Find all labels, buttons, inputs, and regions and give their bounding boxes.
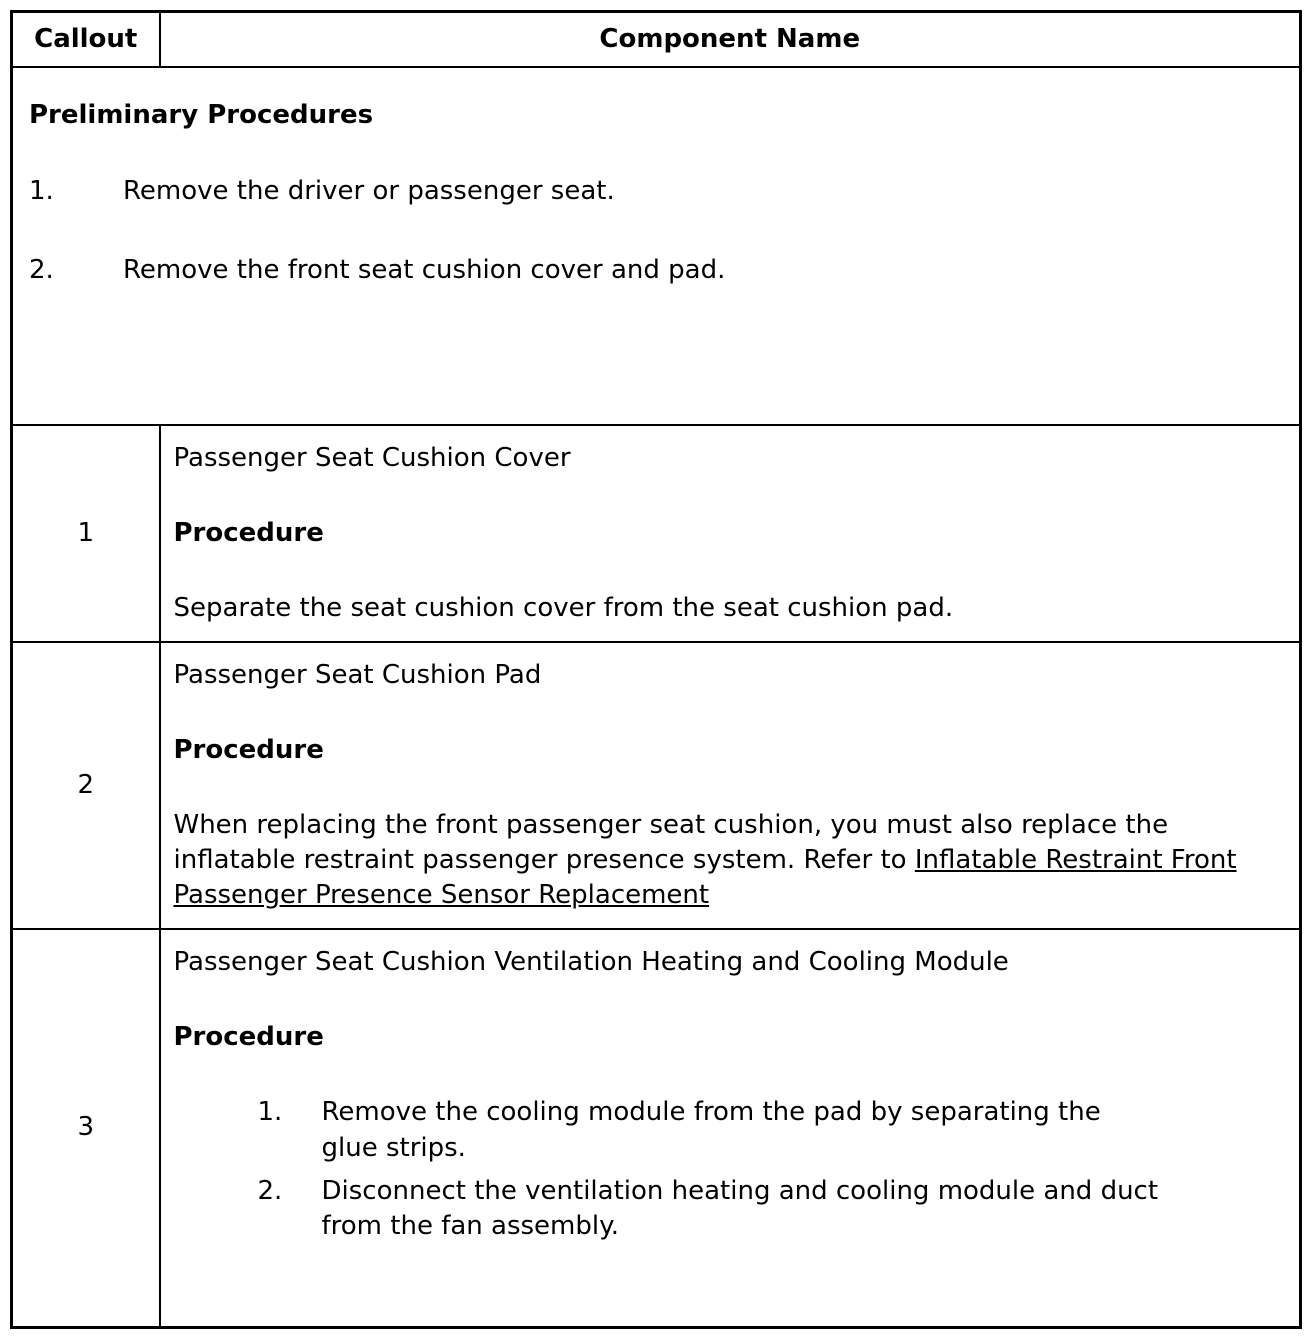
- step-text: Remove the cooling module from the pad by separating the glue strips.: [321, 1097, 1101, 1163]
- step-text: Remove the driver or passenger seat.: [123, 175, 615, 206]
- preliminary-step-1: [29, 174, 1277, 209]
- callout-column-header: Callout: [12, 12, 160, 67]
- callout-number-cell: 1: [12, 425, 160, 642]
- procedure-body: [174, 808, 1266, 913]
- step-number: 2.: [257, 1175, 283, 1206]
- component-title: Passenger Seat Cushion Ventilation Heating and Cooling Module: [173, 947, 1009, 978]
- procedure-step-2: [258, 1174, 1278, 1244]
- procedure-steps-list: [258, 1095, 1278, 1243]
- procedure-heading: Procedure: [173, 517, 324, 548]
- component-row-2: [12, 642, 1301, 929]
- component-cell: [160, 929, 1301, 1327]
- component-cell: [160, 642, 1301, 929]
- procedure-step-1: [258, 1095, 1278, 1165]
- callout-number-cell: 3: [12, 929, 160, 1327]
- component-callout-table: [10, 10, 1302, 1329]
- step-number: 1.: [29, 175, 54, 206]
- component-row-3: [12, 929, 1301, 1327]
- presence-sensor-replacement-link[interactable]: Inflatable Restraint Front Passenger Presence Sensor Replacement: [173, 845, 1237, 911]
- step-number: 1.: [257, 1097, 283, 1128]
- step-text: Disconnect the ventilation heating and cooling module and duct from the fan assembly.: [321, 1175, 1159, 1241]
- table-header-row: [12, 12, 1301, 67]
- preliminary-procedures-row: [12, 67, 1301, 425]
- procedure-body: Separate the seat cushion cover from the seat cushion pad.: [173, 592, 954, 623]
- procedure-body-text: When replacing the front passenger seat cushion, you must also replace the inflatable restraint passenger presence system. Refer to: [173, 809, 1169, 876]
- preliminary-procedures-heading: Preliminary Procedures: [29, 99, 374, 130]
- component-title: Passenger Seat Cushion Cover: [173, 442, 571, 473]
- component-row-1: [12, 425, 1301, 642]
- preliminary-step-2: [29, 253, 1277, 288]
- component-name-column-header: Component Name: [160, 12, 1301, 67]
- component-cell: [160, 425, 1301, 642]
- step-text: Remove the front seat cushion cover and pad.: [123, 254, 726, 285]
- preliminary-procedures-cell: [12, 67, 1301, 425]
- procedure-heading: Procedure: [173, 734, 324, 765]
- step-number: 2.: [29, 254, 54, 285]
- procedure-heading: Procedure: [173, 1022, 324, 1053]
- callout-number-cell: 2: [12, 642, 160, 929]
- component-title: Passenger Seat Cushion Pad: [173, 659, 542, 690]
